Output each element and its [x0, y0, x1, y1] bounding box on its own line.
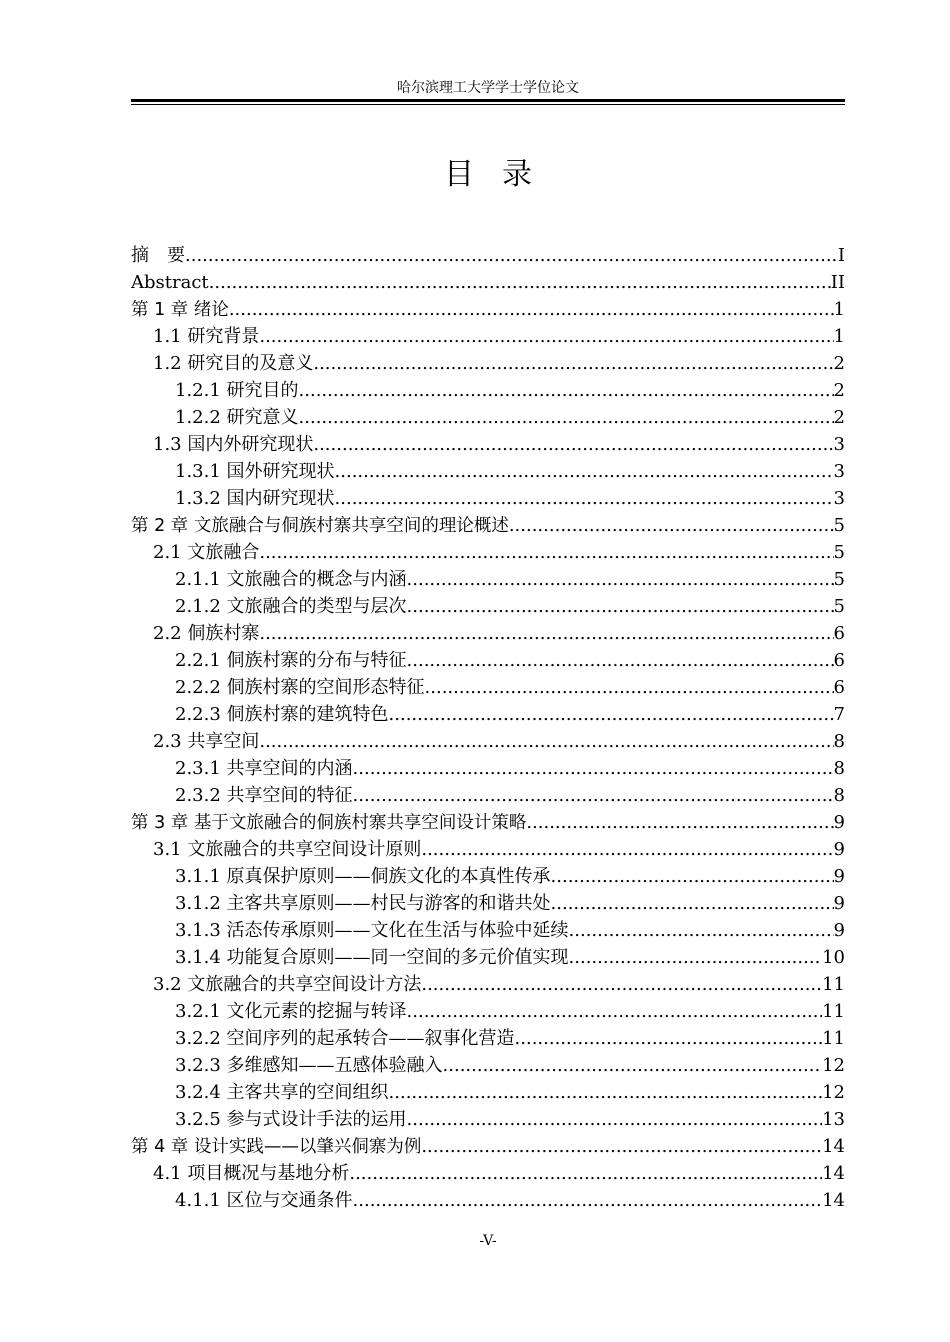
toc-entry[interactable]: [131, 566, 845, 593]
toc-dot-leader: [515, 1025, 823, 1052]
toc-dot-leader: [443, 1052, 823, 1079]
toc-entry-title: 1.3 国内外研究现状: [153, 434, 314, 455]
toc-entry-page: 5: [833, 569, 845, 590]
toc-entry-page: 14: [822, 1190, 845, 1211]
toc-entry-title: 3.1.1 原真保护原则——侗族文化的本真性传承: [175, 866, 551, 887]
toc-entry-page: 2: [833, 353, 845, 374]
toc-entry-title: 1.2.1 研究目的: [175, 380, 299, 401]
toc-entry-title: 3.1 文旅融合的共享空间设计原则: [153, 839, 422, 860]
toc-dot-leader: [259, 539, 833, 566]
toc-dot-leader: [313, 431, 833, 458]
toc-dot-leader: [209, 269, 831, 296]
toc-dot-leader: [259, 620, 833, 647]
toc-entry[interactable]: [131, 890, 845, 917]
toc-entry-page: 6: [833, 623, 845, 644]
toc-dot-leader: [407, 998, 823, 1025]
toc-dot-leader: [185, 242, 838, 269]
toc-dot-leader: [299, 377, 834, 404]
table-of-contents: [131, 242, 845, 1214]
toc-dot-leader: [353, 1187, 823, 1214]
toc-dot-leader: [421, 1133, 822, 1160]
toc-entry-page: 14: [822, 1163, 845, 1184]
toc-entry-page: 6: [833, 650, 845, 671]
header-rule-thick: [131, 99, 845, 102]
toc-entry[interactable]: [131, 593, 845, 620]
toc-entry[interactable]: [131, 755, 845, 782]
toc-entry-title: 3.1.3 活态传承原则——文化在生活与体验中延续: [175, 920, 569, 941]
toc-dot-leader: [259, 323, 833, 350]
toc-entry-title: 第 1 章 绪论: [131, 300, 229, 320]
toc-dot-leader: [551, 890, 834, 917]
toc-entry-title: 2.1 文旅融合: [153, 542, 260, 563]
toc-entry[interactable]: [131, 647, 845, 674]
toc-entry[interactable]: [131, 971, 845, 998]
toc-entry-title: 2.1.1 文旅融合的概念与内涵: [175, 569, 407, 590]
toc-entry-title: 3.2.4 主客共享的空间组织: [175, 1082, 389, 1103]
toc-entry[interactable]: [131, 323, 845, 350]
toc-entry-page: 9: [833, 920, 845, 941]
toc-dot-leader: [421, 836, 833, 863]
toc-entry-page: 12: [822, 1082, 845, 1103]
toc-entry-page: 9: [833, 893, 845, 914]
toc-entry-title: 2.3.1 共享空间的内涵: [175, 758, 353, 779]
toc-entry-title: 4.1 项目概况与基地分析: [153, 1163, 350, 1184]
toc-entry-page: 9: [833, 839, 845, 860]
toc-entry-title: 1.2.2 研究意义: [175, 407, 299, 428]
toc-entry[interactable]: [131, 1052, 845, 1079]
toc-entry[interactable]: [131, 377, 845, 404]
toc-entry-title: 2.3 共享空间: [153, 731, 260, 752]
toc-entry[interactable]: [131, 620, 845, 647]
toc-entry-title: 1.2 研究目的及意义: [153, 353, 314, 374]
toc-entry[interactable]: [131, 269, 845, 296]
toc-entry-page: 11: [822, 974, 845, 995]
toc-entry[interactable]: [131, 1106, 845, 1133]
toc-entry-page: 5: [833, 596, 845, 617]
toc-entry-page: 6: [833, 677, 845, 698]
toc-dot-leader: [407, 566, 834, 593]
toc-dot-leader: [353, 782, 834, 809]
toc-dot-leader: [349, 1160, 822, 1187]
toc-entry[interactable]: [131, 242, 845, 269]
toc-entry[interactable]: [131, 431, 845, 458]
header-rule-thin: [131, 104, 845, 105]
toc-entry[interactable]: [131, 1160, 845, 1187]
toc-entry-page: 1: [833, 326, 845, 347]
toc-entry-page: 9: [833, 812, 845, 833]
toc-entry[interactable]: [131, 917, 845, 944]
toc-entry-page: 2: [833, 380, 845, 401]
toc-dot-leader: [509, 512, 834, 539]
toc-entry[interactable]: [131, 1079, 845, 1106]
toc-dot-leader: [335, 485, 834, 512]
toc-entry[interactable]: [131, 809, 845, 836]
toc-entry-page: 3: [833, 434, 845, 455]
toc-entry-title: 1.3.1 国外研究现状: [175, 461, 335, 482]
toc-entry-title: 第 4 章 设计实践——以肇兴侗寨为例: [131, 1137, 422, 1157]
toc-dot-leader: [551, 863, 834, 890]
toc-entry-page: 14: [822, 1136, 845, 1157]
toc-entry-title: 第 3 章 基于文旅融合的侗族村寨共享空间设计策略: [131, 813, 527, 833]
toc-entry-page: 2: [833, 407, 845, 428]
toc-entry-title: 3.2 文旅融合的共享空间设计方法: [153, 974, 422, 995]
toc-entry[interactable]: [131, 458, 845, 485]
toc-entry[interactable]: [131, 863, 845, 890]
toc-entry-title: 摘 要: [131, 245, 185, 266]
toc-dot-leader: [407, 1106, 823, 1133]
toc-entry-page: 12: [822, 1055, 845, 1076]
toc-entry-page: 5: [833, 515, 845, 536]
toc-dot-leader: [526, 809, 833, 836]
toc-dot-leader: [425, 674, 834, 701]
toc-entry-page: 3: [833, 488, 845, 509]
toc-title: 目录: [444, 157, 560, 192]
toc-dot-leader: [229, 296, 834, 323]
toc-entry-title: Abstract: [131, 272, 209, 293]
toc-dot-leader: [407, 647, 834, 674]
page-number: -V-: [479, 1233, 497, 1249]
toc-entry-title: 3.2.5 参与式设计手法的运用: [175, 1109, 407, 1130]
toc-entry[interactable]: [131, 539, 845, 566]
toc-entry-title: 3.2.3 多维感知——五感体验融入: [175, 1055, 443, 1076]
toc-entry-title: 2.2 侗族村寨: [153, 623, 260, 644]
toc-entry[interactable]: [131, 485, 845, 512]
toc-entry-page: 9: [833, 866, 845, 887]
toc-dot-leader: [313, 350, 833, 377]
toc-dot-leader: [389, 701, 834, 728]
toc-entry-title: 3.1.2 主客共享原则——村民与游客的和谐共处: [175, 893, 551, 914]
toc-entry-title: 4.1.1 区位与交通条件: [175, 1190, 353, 1211]
toc-entry-title: 3.1.4 功能复合原则——同一空间的多元价值实现: [175, 947, 569, 968]
toc-dot-leader: [569, 917, 834, 944]
toc-entry[interactable]: [131, 674, 845, 701]
toc-entry-page: 7: [833, 704, 845, 725]
toc-entry-title: 2.2.2 侗族村寨的空间形态特征: [175, 677, 425, 698]
toc-entry[interactable]: [131, 296, 845, 323]
toc-entry-page: 8: [833, 785, 845, 806]
toc-entry-title: 2.3.2 共享空间的特征: [175, 785, 353, 806]
toc-entry[interactable]: [131, 944, 845, 971]
toc-entry[interactable]: [131, 782, 845, 809]
toc-dot-leader: [299, 404, 834, 431]
toc-entry-page: 11: [822, 1028, 845, 1049]
toc-dot-leader: [335, 458, 834, 485]
toc-entry-title: 2.2.1 侗族村寨的分布与特征: [175, 650, 407, 671]
toc-entry[interactable]: [131, 404, 845, 431]
toc-dot-leader: [421, 971, 822, 998]
toc-entry-page: 8: [833, 758, 845, 779]
toc-dot-leader: [389, 1079, 823, 1106]
toc-entry-page: II: [830, 272, 845, 293]
toc-entry-page: 13: [822, 1109, 845, 1130]
toc-entry-page: 3: [833, 461, 845, 482]
toc-entry-page: 8: [833, 731, 845, 752]
running-header: 哈尔滨理工大学学士学位论文: [397, 80, 579, 96]
toc-entry[interactable]: [131, 1133, 845, 1160]
toc-entry-title: 1.3.2 国内研究现状: [175, 488, 335, 509]
toc-entry[interactable]: [131, 350, 845, 377]
toc-entry-page: 1: [833, 299, 845, 320]
toc-entry-page: 11: [822, 1001, 845, 1022]
toc-entry-title: 1.1 研究背景: [153, 326, 260, 347]
toc-entry-title: 2.1.2 文旅融合的类型与层次: [175, 596, 407, 617]
toc-entry-title: 3.2.1 文化元素的挖掘与转译: [175, 1001, 407, 1022]
toc-entry-page: 5: [833, 542, 845, 563]
toc-entry[interactable]: [131, 1187, 845, 1214]
toc-dot-leader: [353, 755, 834, 782]
toc-entry-title: 3.2.2 空间序列的起承转合——叙事化营造: [175, 1028, 515, 1049]
toc-entry[interactable]: [131, 998, 845, 1025]
toc-entry[interactable]: [131, 701, 845, 728]
toc-dot-leader: [407, 593, 834, 620]
toc-entry[interactable]: [131, 728, 845, 755]
toc-entry-title: 第 2 章 文旅融合与侗族村寨共享空间的理论概述: [131, 516, 509, 536]
toc-entry[interactable]: [131, 836, 845, 863]
toc-entry[interactable]: [131, 1025, 845, 1052]
toc-dot-leader: [259, 728, 833, 755]
toc-entry[interactable]: [131, 512, 845, 539]
toc-dot-leader: [569, 944, 823, 971]
toc-entry-title: 2.2.3 侗族村寨的建筑特色: [175, 704, 389, 725]
toc-entry-page: I: [837, 245, 845, 266]
toc-entry-page: 10: [822, 947, 845, 968]
